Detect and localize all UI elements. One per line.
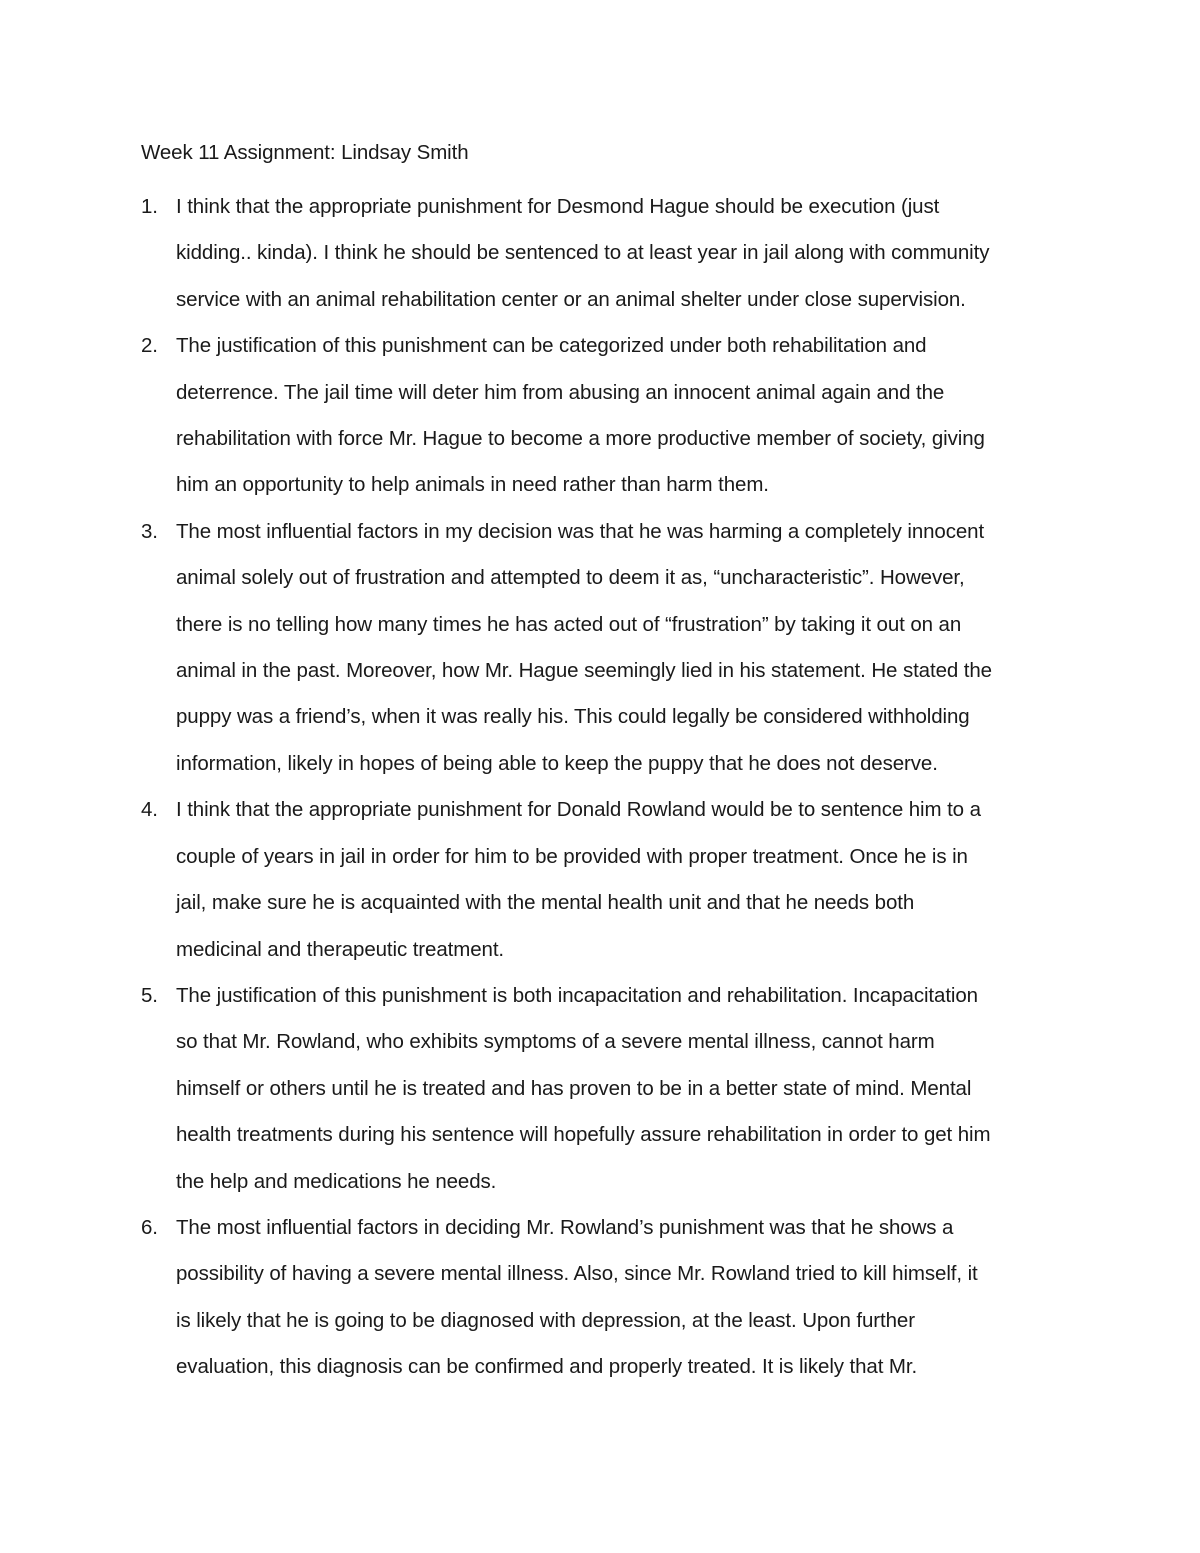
- item-number: 1.: [141, 195, 158, 218]
- item-line: service with an animal rehabilitation center or an animal shelter under close supervision.: [176, 287, 966, 311]
- item-line: deterrence. The jail time will deter him from abusing an innocent animal again and the: [176, 380, 945, 404]
- item-line: so that Mr. Rowland, who exhibits symptoms of a severe mental illness, cannot harm: [176, 1030, 935, 1054]
- answer-list: [141, 184, 1061, 1391]
- list-item-4: [141, 787, 1061, 973]
- item-line: The most influential factors in my decision was that he was harming a completely innocent: [176, 519, 985, 543]
- item-number: 6.: [141, 1215, 158, 1239]
- item-line: rehabilitation with force Mr. Hague to become a more productive member of society, giving: [176, 427, 985, 451]
- item-line: the help and medications he needs.: [176, 1169, 497, 1193]
- item-line: The justification of this punishment can be categorized under both rehabilitation and: [176, 334, 927, 358]
- item-line: The justification of this punishment is both incapacitation and rehabilitation. Incapacitation: [176, 983, 978, 1007]
- item-line: I think that the appropriate punishment for Donald Rowland would be to sentence him to a: [176, 798, 981, 822]
- list-item-5: [141, 973, 1061, 1205]
- item-number: 4.: [141, 798, 158, 822]
- item-line: him an opportunity to help animals in need rather than harm them.: [176, 473, 769, 497]
- item-line: information, likely in hopes of being able to keep the puppy that he does not deserve.: [176, 751, 938, 775]
- item-number: 3.: [141, 519, 158, 543]
- item-number: 5.: [141, 983, 158, 1007]
- item-line: jail, make sure he is acquainted with the mental health unit and that he needs both: [176, 891, 915, 915]
- list-item-2: [141, 323, 1061, 509]
- item-line: puppy was a friend’s, when it was really his. This could legally be considered withholding: [176, 705, 970, 729]
- item-line: is likely that he is going to be diagnosed with depression, at the least. Upon further: [176, 1308, 915, 1332]
- list-item-3: [141, 509, 1061, 787]
- item-line: animal solely out of frustration and attempted to deem it as, “uncharacteristic”. However,: [176, 566, 965, 590]
- item-line: couple of years in jail in order for him to be provided with proper treatment. Once he is in: [176, 844, 968, 868]
- item-line: there is no telling how many times he has acted out of “frustration” by taking it out on an: [176, 612, 962, 636]
- item-line: health treatments during his sentence will hopefully assure rehabilitation in order to get him: [176, 1123, 991, 1147]
- list-item-1: [141, 184, 1061, 323]
- item-line: medicinal and therapeutic treatment.: [176, 937, 505, 961]
- item-line: I think that the appropriate punishment for Desmond Hague should be execution (just: [176, 195, 940, 218]
- item-line: himself or others until he is treated and has proven to be in a better state of mind. Mental: [176, 1076, 972, 1100]
- item-line: animal in the past. Moreover, how Mr. Hague seemingly lied in his statement. He stated the: [176, 659, 992, 683]
- list-item-6: [141, 1205, 1061, 1391]
- item-number: 2.: [141, 334, 158, 358]
- item-line: kidding.. kinda). I think he should be sentenced to at least year in jail along with community: [176, 241, 990, 265]
- item-line: evaluation, this diagnosis can be confirmed and properly treated. It is likely that Mr.: [176, 1355, 918, 1379]
- item-line: possibility of having a severe mental illness. Also, since Mr. Rowland tried to kill himself, it: [176, 1262, 978, 1286]
- item-line: The most influential factors in deciding Mr. Rowland’s punishment was that he shows a: [176, 1215, 954, 1239]
- document-title: Week 11 Assignment: Lindsay Smith: [141, 141, 469, 164]
